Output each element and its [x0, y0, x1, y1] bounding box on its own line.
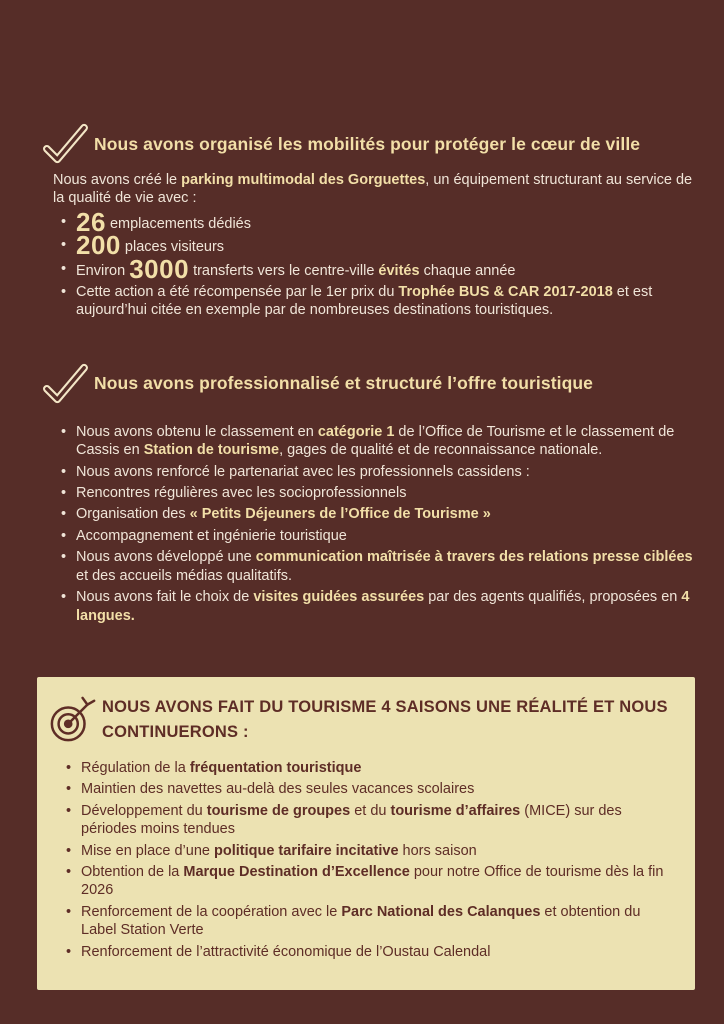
- text-segment: fréquentation touristique: [189, 759, 362, 776]
- text-segment: (MICE) sur des périodes moins tendues: [81, 802, 622, 838]
- section-heading-row: [40, 362, 694, 406]
- bullet-item: [60, 253, 694, 284]
- text-segment: tourisme d’affaires: [390, 802, 521, 819]
- box-title-line: NOUS AVONS FAIT DU TOURISME 4 SAISONS UNE RÉALITÉ ET NOUS: [102, 697, 668, 716]
- bullet-item: [65, 943, 665, 961]
- bullet-item: [65, 842, 665, 860]
- text-segment: Nous avons renforcé le partenariat avec les professionnels cassidens :: [76, 463, 530, 480]
- checkmark-icon: [40, 362, 90, 406]
- box-heading-row: [49, 692, 673, 746]
- text-segment: Environ: [76, 262, 130, 279]
- big-number: 26: [76, 206, 106, 237]
- text-segment: de l’Office de Tourisme et le classement de Cassis en: [76, 423, 675, 459]
- text-segment: politique tarifaire incitative: [214, 842, 399, 859]
- text-segment: parking multimodal des Gorguettes: [181, 172, 426, 188]
- text-segment: communication maîtrisée à travers des relations presse ciblées: [255, 549, 693, 566]
- text-segment: Nous avons créé le: [53, 172, 182, 188]
- bullet-item: [60, 527, 694, 545]
- bullet-item: [65, 802, 665, 839]
- text-segment: chaque année: [419, 262, 516, 279]
- highlight-box: [37, 677, 695, 990]
- bullet-list: [60, 423, 694, 625]
- bullet-item: [60, 463, 694, 481]
- text-segment: Marque Destination d’Excellence: [183, 863, 410, 880]
- text-segment: Obtention de la: [81, 863, 184, 880]
- text-segment: Régulation de la: [81, 759, 190, 776]
- box-title-line: CONTINUERONS :: [102, 722, 249, 741]
- text-segment: Trophée BUS & CAR 2017-2018: [398, 284, 613, 301]
- text-segment: Rencontres régulières avec les socioprofessionnels: [76, 485, 407, 502]
- section-offre-touristique: [40, 362, 694, 625]
- bullet-item: [65, 903, 665, 940]
- bullet-list: [65, 759, 665, 961]
- text-segment: Nous avons développé une: [76, 549, 256, 566]
- bullet-item: [60, 505, 694, 523]
- section-mobilites: [40, 122, 694, 320]
- text-segment: et des accueils médias qualitatifs.: [76, 567, 292, 584]
- text-segment: emplacements dédiés: [105, 215, 251, 232]
- text-segment: évités: [378, 262, 420, 279]
- bullet-item: [60, 548, 694, 585]
- checkmark-icon: [40, 122, 90, 166]
- text-segment: Développement du: [81, 802, 207, 819]
- section-title: Nous avons professionnalisé et structuré l’offre touristique: [94, 373, 594, 394]
- text-segment: et obtention du Label Station Verte: [81, 903, 641, 939]
- text-segment: Renforcement de l’attractivité économique de l’Oustau Calendal: [81, 943, 491, 960]
- text-segment: Cette action a été récompensée par le 1er prix du: [76, 284, 399, 301]
- bullet-item: [65, 780, 665, 798]
- text-segment: Parc National des Calanques: [341, 903, 541, 920]
- bullet-item: [60, 423, 694, 460]
- text-segment: Nous avons obtenu le classement en: [76, 423, 318, 440]
- text-segment: catégorie 1: [317, 423, 395, 440]
- box-title: [102, 695, 668, 745]
- big-number: 200: [76, 230, 121, 261]
- text-segment: Accompagnement et ingénierie touristique: [76, 527, 347, 544]
- text-segment: , un équipement structurant au service de la qualité de vie avec :: [53, 172, 693, 207]
- text-segment: 4 langues.: [76, 589, 690, 624]
- text-segment: pour notre Office de tourisme dès la fin 2026: [81, 863, 664, 899]
- bullet-list: [60, 206, 694, 320]
- target-icon: [49, 694, 97, 746]
- text-segment: Nous avons fait le choix de: [76, 589, 254, 606]
- text-segment: « Petits Déjeuners de l’Office de Tourisme »: [189, 506, 491, 523]
- text-segment: Maintien des navettes au-delà des seules vacances scolaires: [81, 781, 475, 798]
- text-segment: , gages de qualité et de reconnaissance nationale.: [279, 442, 603, 459]
- section-title: Nous avons organisé les mobilités pour protéger le cœur de ville: [94, 133, 641, 154]
- text-segment: transferts vers le centre-ville: [189, 262, 379, 279]
- big-number: 3000: [129, 253, 190, 284]
- text-segment: places visiteurs: [120, 239, 225, 256]
- text-segment: tourisme de groupes: [206, 802, 351, 819]
- text-segment: hors saison: [398, 842, 477, 859]
- bullet-item: [60, 588, 694, 625]
- text-segment: et est aujourd’hui citée en exemple par de nombreuses destinations touristiques.: [76, 284, 653, 319]
- text-segment: Mise en place d’une: [81, 842, 214, 859]
- bullet-item: [65, 863, 665, 900]
- text-segment: Organisation des: [76, 506, 190, 523]
- bullet-item: [60, 283, 694, 320]
- text-segment: Renforcement de la coopération avec le: [81, 903, 342, 920]
- bullet-item: [60, 484, 694, 502]
- bullet-item: [65, 759, 665, 777]
- text-segment: visites guidées assurées: [253, 589, 425, 606]
- text-segment: et du: [350, 802, 391, 819]
- section-heading-row: [40, 122, 694, 166]
- text-segment: Station de tourisme: [143, 442, 280, 459]
- section-intro: [53, 171, 694, 208]
- text-segment: par des agents qualifiés, proposées en: [424, 589, 682, 606]
- bullet-item: [60, 206, 694, 237]
